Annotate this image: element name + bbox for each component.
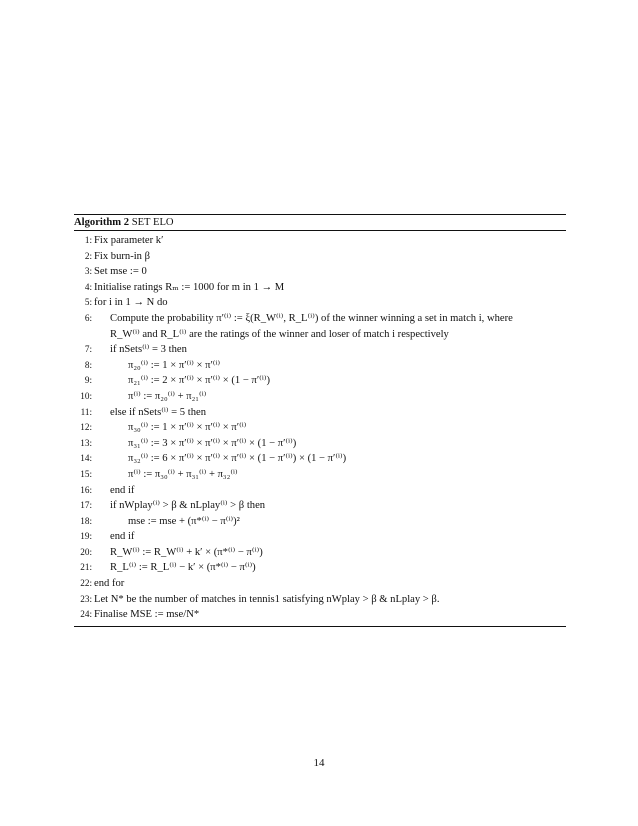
- algorithm-line: [74, 607, 566, 623]
- line-number: 1:: [84, 235, 92, 245]
- line-number: 16:: [80, 484, 92, 495]
- algorithm-line: [74, 560, 566, 576]
- line-number: 10:: [80, 390, 92, 401]
- line-number: 22:: [80, 578, 92, 589]
- line-number: 24:: [80, 609, 92, 620]
- line-number: 18:: [80, 515, 92, 526]
- line-text: Let N* be the number of matches in tennis1 satisfying nWplay > β & nLplay > β.: [94, 593, 440, 605]
- algorithm-line: [74, 280, 566, 296]
- line-number: 11:: [80, 406, 92, 417]
- algorithm-line: [74, 498, 566, 514]
- line-number: 4:: [84, 281, 92, 292]
- algorithm-line: [74, 358, 566, 374]
- line-text: Initialise ratings Rₘ := 1000 for m in 1 → M: [94, 281, 285, 293]
- algorithm-line: [74, 514, 566, 530]
- algorithm-line: [74, 373, 566, 389]
- line-text: Fix burn-in β: [94, 250, 151, 262]
- line-text: Fix parameter k′: [94, 235, 164, 246]
- line-number: 2:: [84, 250, 92, 261]
- line-text: π₂₁⁽ⁱ⁾ := 2 × π′⁽ⁱ⁾ × π′⁽ⁱ⁾ × (1 − π′⁽ⁱ⁾): [128, 375, 271, 387]
- line-number: 23:: [80, 593, 92, 604]
- algorithm-line: [74, 264, 566, 280]
- algorithm-line: [74, 467, 566, 483]
- algorithm-line: [74, 249, 566, 265]
- line-text: else if nSets⁽ⁱ⁾ = 5 then: [110, 406, 206, 418]
- algorithm-line: [74, 420, 566, 436]
- algorithm-line: [74, 529, 566, 545]
- line-text: if nWplay⁽ⁱ⁾ > β & nLplay⁽ⁱ⁾ > β then: [110, 500, 266, 512]
- algorithm-line: [74, 405, 566, 421]
- caption-title: SET ELO: [131, 217, 174, 228]
- line-number: 13:: [80, 437, 92, 448]
- algorithm-body: [74, 231, 566, 623]
- page-number: 14: [313, 757, 325, 769]
- line-number: 12:: [80, 422, 92, 433]
- line-text: π₃₂⁽ⁱ⁾ := 6 × π′⁽ⁱ⁾ × π′⁽ⁱ⁾ × π′⁽ⁱ⁾ × (1 − π′⁽ⁱ⁾) × (1 − π′⁽ⁱ⁾): [128, 453, 347, 465]
- line-text: end if: [110, 484, 135, 496]
- line-number: 7:: [84, 344, 92, 355]
- line-text: R_L⁽ⁱ⁾ := R_L⁽ⁱ⁾ − k′ × (π*⁽ⁱ⁾ − π⁽ⁱ⁾): [110, 562, 256, 574]
- line-number: 17:: [80, 500, 92, 511]
- algorithm-line: [74, 451, 566, 467]
- algorithm-line: [74, 545, 566, 561]
- line-text: R_W⁽ⁱ⁾ := R_W⁽ⁱ⁾ + k′ × (π*⁽ⁱ⁾ − π⁽ⁱ⁾): [110, 546, 263, 558]
- line-text: π₃₀⁽ⁱ⁾ := 1 × π′⁽ⁱ⁾ × π′⁽ⁱ⁾ × π′⁽ⁱ⁾: [128, 422, 247, 434]
- line-text: Set mse := 0: [94, 266, 147, 278]
- line-number: 15:: [80, 468, 92, 479]
- line-number: 19:: [80, 531, 92, 542]
- line-number: 21:: [80, 562, 92, 573]
- line-text: π₃₁⁽ⁱ⁾ := 3 × π′⁽ⁱ⁾ × π′⁽ⁱ⁾ × π′⁽ⁱ⁾ × (1 − π′⁽ⁱ⁾): [128, 437, 297, 449]
- line-number: 14:: [80, 453, 92, 464]
- algorithm-line: [74, 233, 566, 249]
- algorithm-line: [74, 295, 566, 311]
- line-number: 5:: [84, 297, 92, 308]
- algorithm-line: [74, 592, 566, 608]
- line-text: for i in 1 → N do: [94, 297, 168, 309]
- line-text: if nSets⁽ⁱ⁾ = 3 then: [110, 344, 187, 356]
- line-number: 9:: [84, 375, 92, 386]
- line-text: end if: [110, 531, 135, 543]
- line-text: Finalise MSE := mse/N*: [94, 609, 200, 621]
- algorithm-line: [74, 342, 566, 358]
- algorithm-line: [74, 436, 566, 452]
- algorithm-block: [74, 214, 566, 627]
- line-number: 3:: [84, 266, 92, 277]
- line-text: R_W⁽ⁱ⁾ and R_L⁽ⁱ⁾ are the ratings of the winner and loser of match i respectively: [110, 328, 449, 340]
- line-text: Compute the probability π′⁽ⁱ⁾ := ξ(R_W⁽ⁱ⁾, R_L⁽ⁱ⁾) of the winner winning a set in match i, where: [110, 312, 513, 324]
- line-number: 6:: [84, 312, 92, 323]
- line-text: π₂₀⁽ⁱ⁾ := 1 × π′⁽ⁱ⁾ × π′⁽ⁱ⁾: [128, 359, 221, 371]
- algorithm-line: [74, 576, 566, 592]
- algorithm-line: [74, 389, 566, 405]
- algorithm-line: [74, 327, 566, 343]
- line-text: π⁽ⁱ⁾ := π₃₀⁽ⁱ⁾ + π₃₁⁽ⁱ⁾ + π₃₂⁽ⁱ⁾: [128, 468, 238, 480]
- caption-label: Algorithm 2: [74, 217, 130, 228]
- line-number: 8:: [84, 359, 92, 370]
- algorithm-caption: [74, 215, 566, 230]
- line-text: mse := mse + (π*⁽ⁱ⁾ − π⁽ⁱ⁾)²: [128, 515, 240, 527]
- algorithm-line: [74, 311, 566, 327]
- line-text: end for: [94, 578, 125, 590]
- line-number: 20:: [80, 546, 92, 557]
- bottom-rule: [74, 626, 566, 627]
- algorithm-line: [74, 483, 566, 499]
- line-text: π⁽ⁱ⁾ := π₂₀⁽ⁱ⁾ + π₂₁⁽ⁱ⁾: [128, 390, 207, 402]
